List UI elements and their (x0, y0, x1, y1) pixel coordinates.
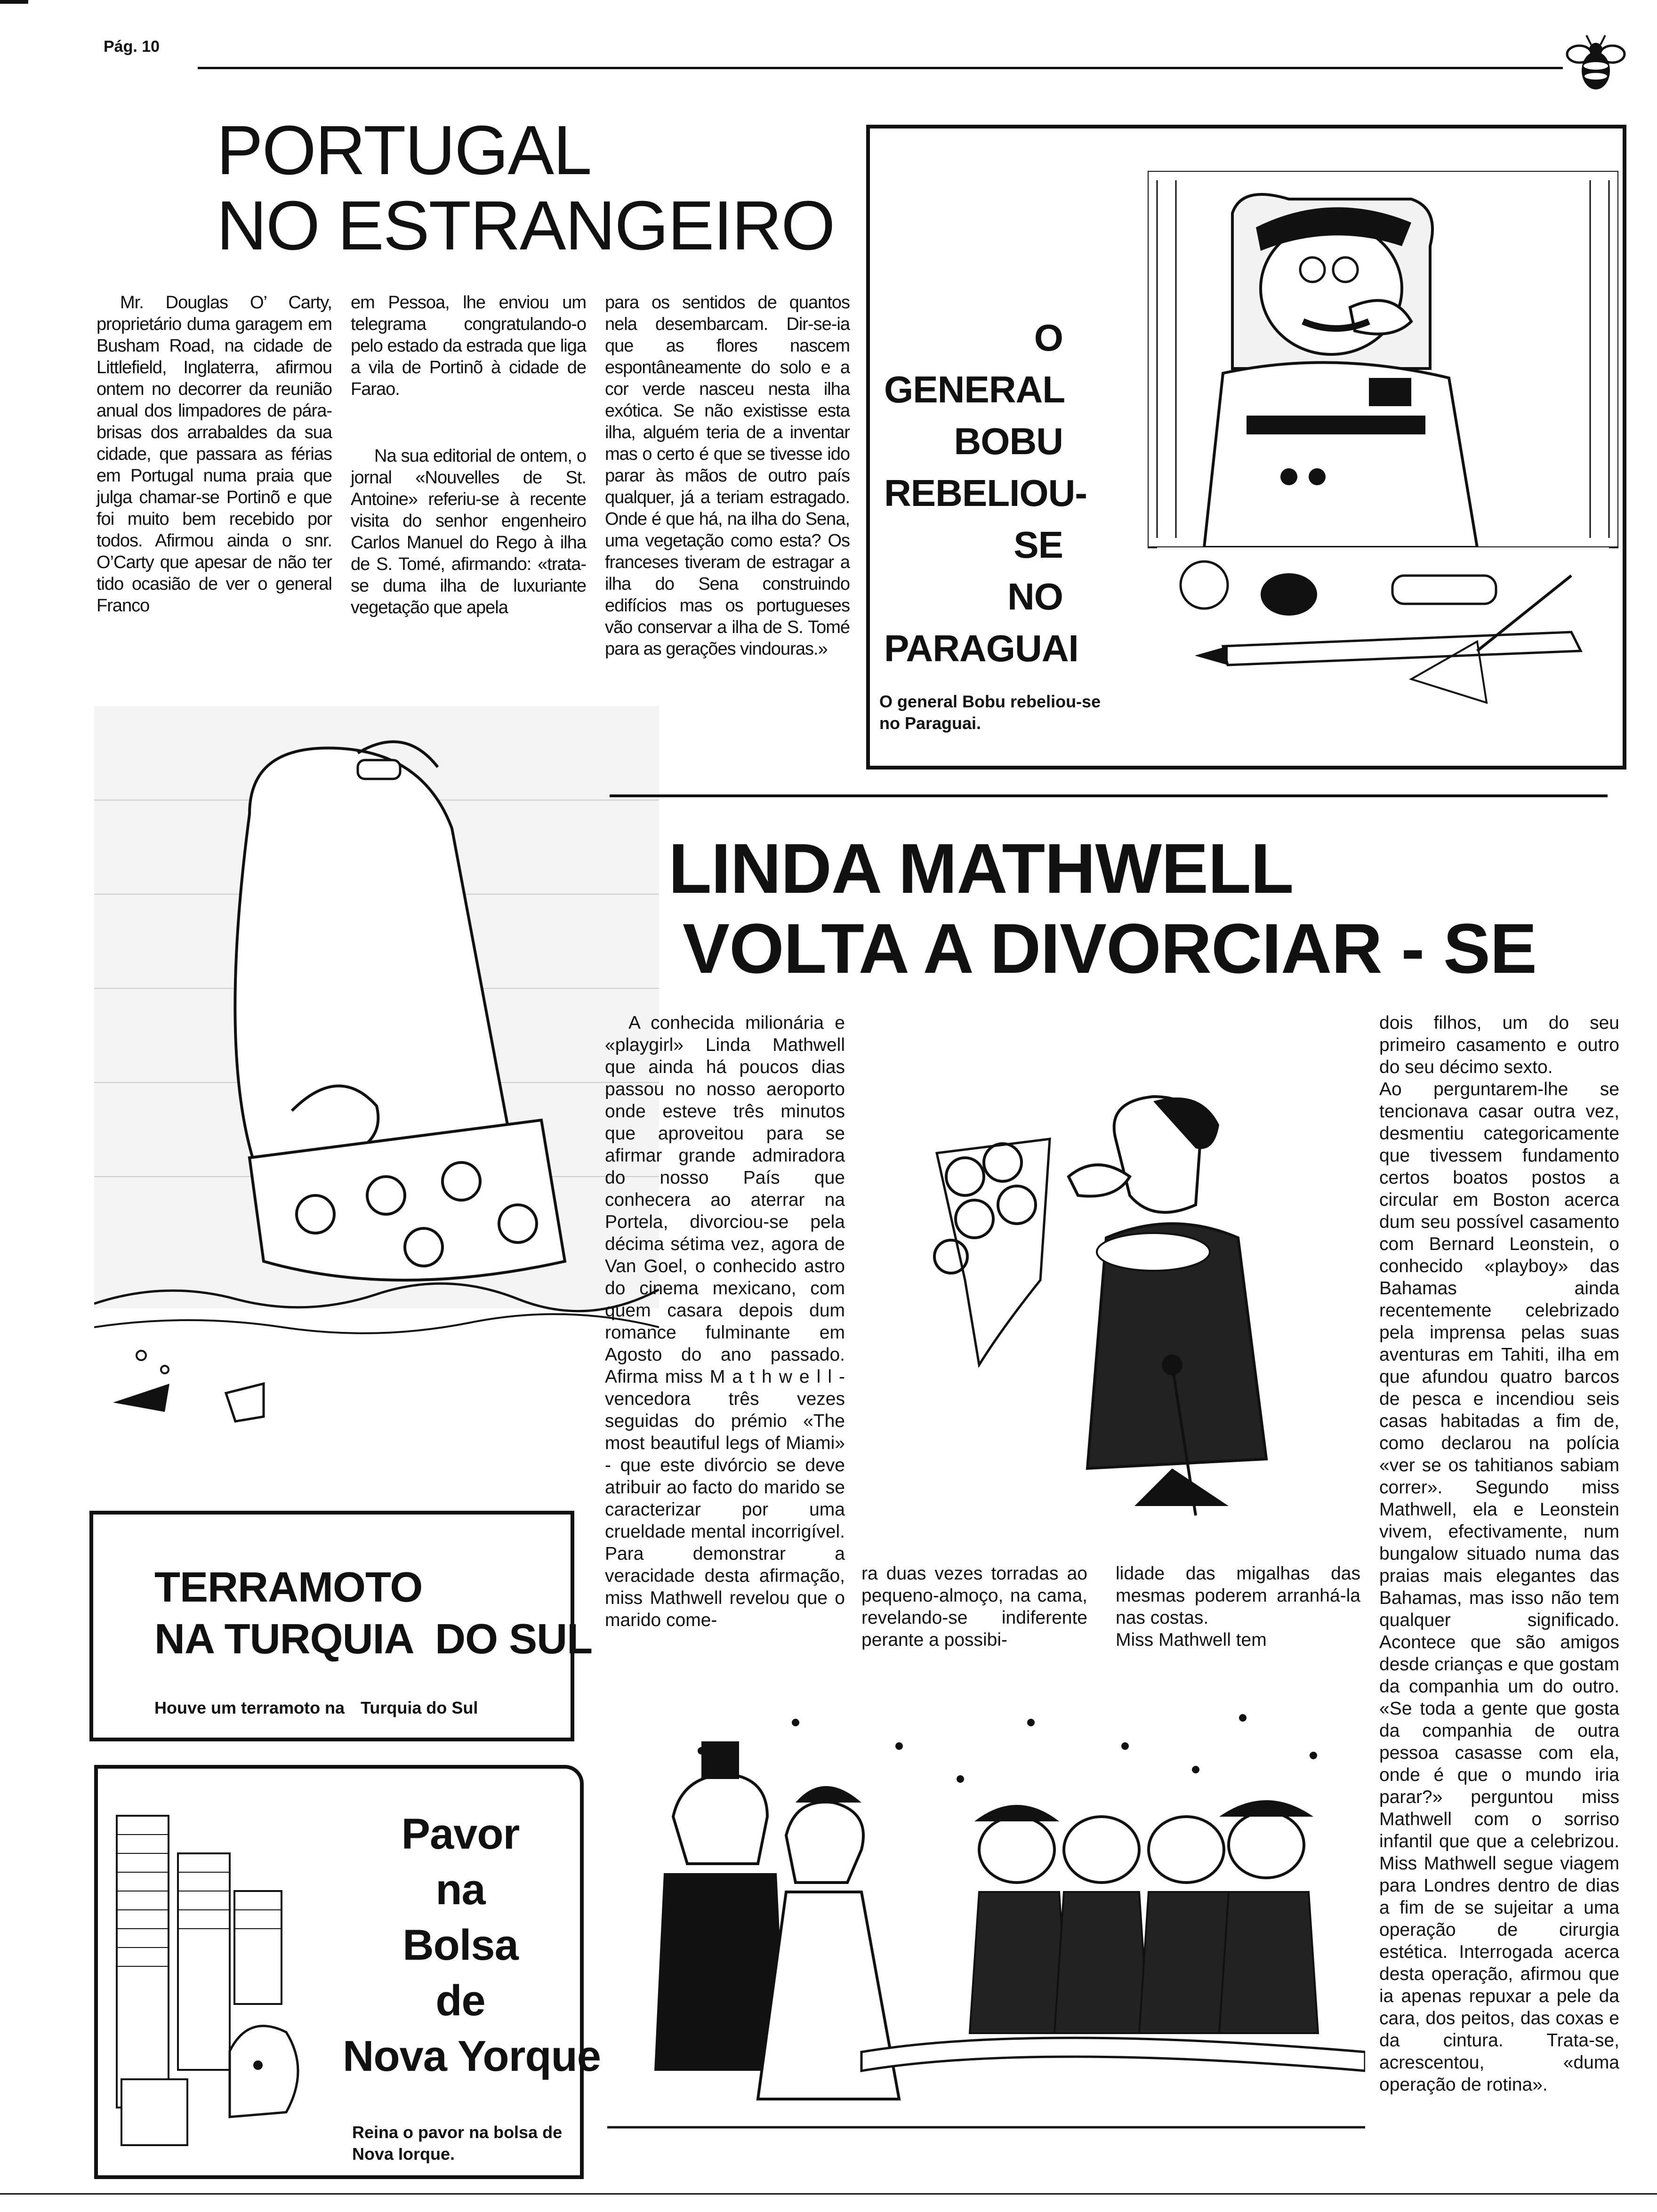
general-headline-line: BOBU (954, 420, 1063, 462)
header-corner-mark (0, 0, 28, 4)
wedding-crowd-illustration (607, 1694, 1365, 2137)
terramoto-box (89, 1511, 593, 1741)
portugal-headline-line1: PORTUGAL (217, 112, 591, 189)
pavor-headline-line: de (435, 1977, 485, 2025)
linda-cartoon-illustration (909, 1082, 1285, 1520)
portugal-column-2-para-1: em Pessoa, lhe enviou um telegrama congratulando-o pelo estado da estrada que liga a vila de Portinõ à cidade de Farao. (351, 293, 586, 399)
beach-man-illustration (94, 706, 659, 1440)
header-rule (198, 67, 1563, 69)
pavor-headline-line: Nova Yorque (343, 2032, 601, 2080)
terramoto-caption (154, 1698, 559, 1718)
pavor-box (94, 1765, 601, 2179)
general-headline-line: PARAGUAI (884, 627, 1078, 669)
page-number: Pág. 10 (104, 38, 160, 56)
general-headline-line: GENERAL (884, 369, 1065, 410)
general-headline-line: REBELIOU-SE (884, 472, 1087, 566)
portugal-column-1: Mr. Douglas O’ Carty, proprietário duma garagem em Busham Road, na cidade de Littlefield, Inglaterra, afirmou ontem no decorrer da reunião anual dos limpadores de pára-brisas dos arrabaldes da sua cidade, que passara as férias em Portugal numa praia que julga chamar-se Portinõ e que foi muito bem recebido por todos. Afirmou ainda o snr. O’Carty que apesar de não ter tido ocasião de ver o general Franco (97, 293, 332, 616)
page-header (0, 0, 1657, 80)
linda-column-2: ra duas vezes torradas ao pequeno-almoço, na cama, revelando-se indiferente perante a possibi- (861, 1563, 1087, 1650)
pavor-caption: Reina o pavor na bolsa de Nova Iorque. (352, 2123, 563, 2164)
coin-stack-illustration (107, 1787, 352, 2173)
linda-headline-line1: LINDA MATHWELL (668, 829, 1294, 908)
terramoto-headline-region: DO SUL (435, 1616, 593, 1663)
terramoto-headline (154, 1562, 593, 1665)
general-cartoon-illustration (1148, 171, 1618, 764)
terramoto-headline-line2 (154, 1613, 593, 1665)
pavor-headline-line: na (435, 1866, 485, 1914)
terramoto-headline-line1: TERRAMOTO (154, 1564, 423, 1611)
terramoto-headline-place: NA TURQUIA (154, 1616, 414, 1663)
linda-headline-line2: VOLTA A DIVORCIAR - SE (683, 909, 1537, 988)
general-headline-line: NO (1007, 576, 1063, 617)
portugal-column-3: para os sentidos de quantos nela desembarcam. Dir-se-ia que as flores nascem espontâneamente do solo e a cor verde nasceu nesta ilha exótica. Se não existisse esta ilha, alguém teria de a inventar mas o certo é que se tivesse ido parar às mãos de outro país qualquer, já a teriam estragado. Onde é que há, na ilha do Sena, uma vegetação como esta? Os franceses tiveram de estragar a ilha do Sena construindo edifícios mas os portugueses vão conservar a ilha de S. Tomé para as gerações vindouras.» (605, 293, 850, 659)
general-headline (884, 312, 1087, 674)
linda-column-1: A conhecida milionária e «playgirl» Linda Mathwell que ainda há poucos dias passou no nosso aeroporto onde esteve três minutos que aproveitou para se afirmar grande admiradora do nosso País que conhecera ao aterrar na Portela, divorciou-se pela décima sétima vez, agora de Van Goel, o conhecido astro do cinema mexicano, com quem casara depois dum romance fulminante em Agosto do ano passado. Afirma miss M a t h w e l l - vencedora três vezes seguidas do prémio «The most beautiful legs of Miami» - que este divórcio se deve atribuir ao facto do marido se caracterizar por uma crueldade mental incorrigível. Para demonstrar a veracidade desta afirmação, miss Mathwell revelou que o marido come- (605, 1013, 845, 1630)
general-bobu-box (866, 125, 1626, 769)
terramoto-caption-part-2: Turquia do Sul (361, 1698, 478, 1717)
linda-column-4: dois filhos, um do seu primeiro casamento e outro do seu décimo sexto. Ao perguntarem-lhe se tencionava casar outra vez, desmentiu categoricamente que tivessem fundamento certos boatos postos a circular em Boston acerca dum seu possível casamento com Bernard Leonstein, o conhecido «playboy» das Bahamas ainda recentemente celebrizado pela imprensa pelas suas aventuras em Tahiti, ilha em que afundou quatro barcos de pesca e incendiou seis casas habitadas a fim de, como declarou na polícia «ver se os tahitianos sabiam correr». Segundo miss Mathwell, ela e Leonstein vivem, efectivamente, num bungalow situado numa das praias mais elegantes das Bahamas, mas isso não tem qualquer significado. Acontece que são amigos desde crianças e que gostam da companhia um do outro. «Se toda a gente que gosta da companhia de outra pessoa casasse com ela, onde é que o mundo iria parar?» perguntou miss Mathwell com o sorriso infantil que que a celebrizou. Miss Mathwell segue viagem para Londres dentro de dias a fim de se sujeitar a uma operação de cirurgia estética. Interrogada acerca desta operação, afirmou que ia apenas repuxar a pele da cara, dos peitos, das coxas e da cintura. Trata-se, acrescentou, «duma operação de rotina». (1379, 1013, 1619, 2095)
bee-icon (1565, 33, 1626, 99)
section-rule (610, 794, 1608, 797)
linda-headline (668, 828, 1563, 988)
portugal-column-2-para-2: Na sua editorial de ontem, o jornal «Nouvelles de St. Antoine» referiu-se à recente visita do senhor engenheiro Carlos Manuel do Rego à ilha de S. Tomé, afirmando: «trata-se duma ilha de luxuriante vegetação que apela (351, 446, 586, 617)
portugal-headline (217, 113, 876, 264)
portugal-column-2 (351, 292, 586, 618)
portugal-headline-line2: NO ESTRANGEIRO (217, 187, 835, 264)
terramoto-caption-part-1: Houve um terramoto na (154, 1698, 345, 1717)
general-caption: O general Bobu rebeliou-se no Paraguai. (879, 692, 1101, 733)
linda-column-3: lidade das migalhas das mesmas poderem arranhá-la nas costas. Miss Mathwell tem (1116, 1563, 1360, 1650)
general-headline-line: O (1034, 317, 1063, 359)
pavor-headline (343, 1806, 601, 2084)
pavor-headline-line: Pavor (401, 1810, 520, 1858)
footer-rule (0, 2193, 1657, 2195)
pavor-headline-line: Bolsa (402, 1921, 518, 1969)
